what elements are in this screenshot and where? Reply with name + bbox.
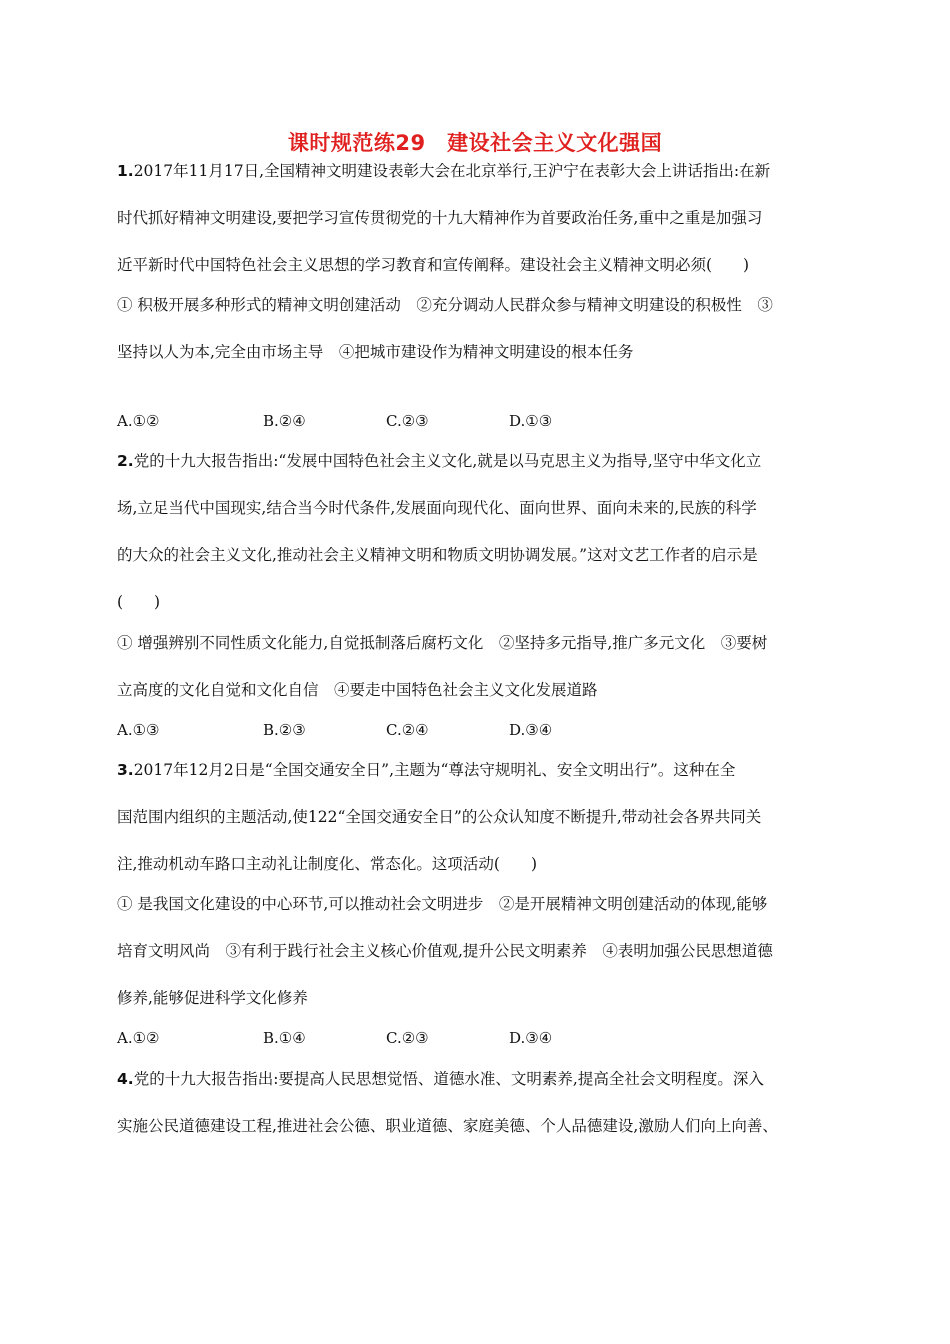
- option-b: B.①④: [263, 1029, 306, 1047]
- question-line: [117, 1068, 837, 1090]
- question-line: 时代抓好精神文明建设,要把学习宣传贯彻党的十九大精神作为首要政治任务,重中之重是加强习: [117, 209, 763, 227]
- question-line: [117, 759, 837, 781]
- question-number: 1.: [117, 162, 134, 180]
- option-a: A.①③: [117, 721, 160, 739]
- question-line: 的大众的社会主义文化,推动社会主义精神文明和物质文明协调发展。”这对文艺工作者的启示是: [117, 546, 758, 564]
- question-line: 注,推动机动车路口主动礼让制度化、常态化。这项活动( ): [117, 855, 538, 873]
- option-c: C.②④: [386, 721, 429, 739]
- option-d: D.③④: [509, 1029, 553, 1047]
- option-c: C.②③: [386, 412, 429, 430]
- statement-line: ① 增强辨别不同性质文化能力,自觉抵制落后腐朽文化 ②坚持多元指导,推广多元文化 ③要树: [117, 634, 768, 652]
- statement-line: 修养,能够促进科学文化修养: [117, 989, 308, 1007]
- page-title: 课时规范练29 建设社会主义文化强国: [287, 131, 663, 155]
- option-b: B.②④: [263, 412, 306, 430]
- question-line: [117, 450, 837, 472]
- question-text: 党的十九大报告指出:“发展中国特色社会主义文化,就是以马克思主义为指导,坚守中华文化立: [133, 452, 762, 470]
- option-a: A.①②: [117, 412, 160, 430]
- option-d: D.①③: [509, 412, 553, 430]
- option-c: C.②③: [386, 1029, 429, 1047]
- question-number: 3.: [117, 761, 134, 779]
- statement-line: 坚持以人为本,完全由市场主导 ④把城市建设作为精神文明建设的根本任务: [117, 343, 634, 361]
- question-number: 4.: [117, 1070, 134, 1088]
- question-line: [117, 160, 837, 182]
- statement-line: ① 是我国文化建设的中心环节,可以推动社会文明进步 ②是开展精神文明创建活动的体现,能够: [117, 895, 768, 913]
- question-text: 2017年12月2日是“全国交通安全日”,主题为“尊法守规明礼、安全文明出行”。这种在全: [133, 761, 736, 779]
- statement-line: 培育文明风尚 ③有利于践行社会主义核心价值观,提升公民文明素养 ④表明加强公民思想道德: [117, 942, 773, 960]
- question-text: 2017年11月17日,全国精神文明建设表彰大会在北京举行,王沪宁在表彰大会上讲话指出:在新: [133, 162, 771, 180]
- question-line: 实施公民道德建设工程,推进社会公德、职业道德、家庭美德、个人品德建设,激励人们向上向善、: [117, 1117, 778, 1135]
- statement-line: 立高度的文化自觉和文化自信 ④要走中国特色社会主义文化发展道路: [117, 681, 598, 699]
- question-line: ( ): [117, 593, 161, 611]
- option-d: D.③④: [509, 721, 553, 739]
- option-a: A.①②: [117, 1029, 160, 1047]
- question-line: 国范围内组织的主题活动,使122“全国交通安全日”的公众认知度不断提升,带动社会各界共同关: [117, 808, 762, 826]
- statement-line: ① 积极开展多种形式的精神文明创建活动 ②充分调动人民群众参与精神文明建设的积极性 ③: [117, 296, 773, 314]
- question-number: 2.: [117, 452, 134, 470]
- option-b: B.②③: [263, 721, 306, 739]
- question-line: 近平新时代中国特色社会主义思想的学习教育和宣传阐释。建设社会主义精神文明必须( ): [117, 256, 750, 274]
- question-line: 场,立足当代中国现实,结合当今时代条件,发展面向现代化、面向世界、面向未来的,民族的科学: [117, 499, 757, 517]
- question-text: 党的十九大报告指出:要提高人民思想觉悟、道德水准、文明素养,提高全社会文明程度。深入: [133, 1070, 764, 1088]
